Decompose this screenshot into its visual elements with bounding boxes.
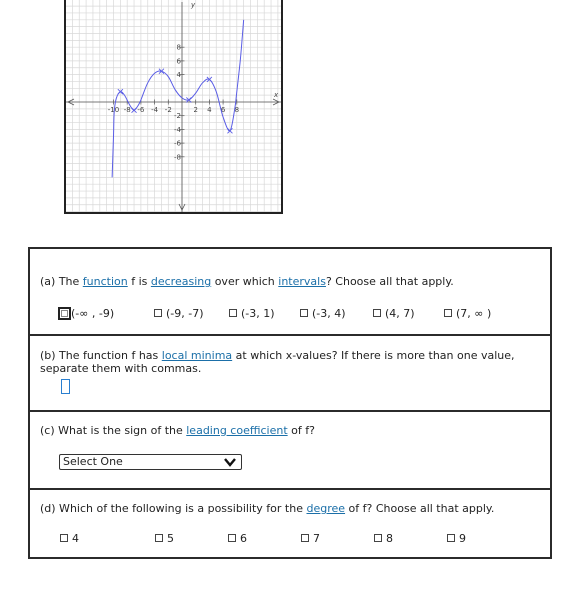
y-tick-label: -4 xyxy=(174,125,181,134)
x-tick-label: 2 xyxy=(193,106,198,114)
checkbox[interactable] xyxy=(154,309,162,317)
option-label: (4, 7) xyxy=(385,307,415,320)
checkbox[interactable] xyxy=(373,309,381,317)
option-label: 8 xyxy=(386,532,393,545)
option-d-5[interactable] xyxy=(374,532,393,545)
checkbox[interactable] xyxy=(229,309,237,317)
y-axis-label: y xyxy=(191,1,196,9)
option-label: 9 xyxy=(459,532,466,545)
checkbox[interactable] xyxy=(374,534,382,542)
y-tick-label: 4 xyxy=(176,71,181,80)
part-a-section xyxy=(30,249,550,324)
option-label: (-3, 4) xyxy=(312,307,346,320)
option-label: 6 xyxy=(240,532,247,545)
y-tick-label: -6 xyxy=(174,139,181,148)
part-b-question xyxy=(40,349,530,375)
x-axis-label: x xyxy=(274,91,279,99)
sign-select-value: Select One xyxy=(63,455,123,468)
checkbox[interactable] xyxy=(60,534,68,542)
sign-select[interactable] xyxy=(59,454,242,470)
part-c-section xyxy=(30,410,550,488)
y-tick-label: 6 xyxy=(176,57,181,66)
function-graph xyxy=(64,0,283,214)
part-d-section xyxy=(30,488,550,559)
checkbox[interactable] xyxy=(228,534,236,542)
option-label: 5 xyxy=(167,532,174,545)
option-d-4[interactable] xyxy=(301,532,320,545)
option-d-3[interactable] xyxy=(228,532,247,545)
local-minima-input[interactable] xyxy=(61,379,70,394)
chevron-down-icon xyxy=(223,456,237,468)
x-tick-label: -2 xyxy=(164,106,172,114)
part-c-suffix: of f? xyxy=(287,424,315,437)
y-tick-label: 8 xyxy=(176,43,181,52)
part-c-prefix: (c) What is the sign of the xyxy=(40,424,187,437)
option-label: (-∞ , -9) xyxy=(71,307,115,320)
option-a-2[interactable] xyxy=(154,307,204,320)
x-tick-label: 4 xyxy=(207,106,212,114)
part-d-suffix: of f? Choose all that apply. xyxy=(345,502,495,515)
option-a-1[interactable] xyxy=(58,307,114,321)
intervals-link[interactable]: intervals xyxy=(278,275,326,288)
x-tick-label: -10 xyxy=(107,106,120,114)
degree-link[interactable]: degree xyxy=(306,502,346,515)
part-d-prefix: (d) Which of the following is a possibility for the xyxy=(40,502,307,515)
part-b-section xyxy=(30,334,550,410)
checkbox[interactable] xyxy=(58,307,71,320)
checkbox[interactable] xyxy=(444,309,452,317)
part-c-question xyxy=(40,424,530,437)
local-minima-link[interactable]: local minima xyxy=(161,349,233,362)
part-b-prefix: (b) The function f has xyxy=(40,349,162,362)
option-label: (-9, -7) xyxy=(166,307,204,320)
graph-grid xyxy=(64,0,283,214)
x-tick-label: 6 xyxy=(220,106,226,114)
option-label: (7, ∞ ) xyxy=(456,307,492,320)
option-a-6[interactable] xyxy=(444,307,491,320)
part-d-question xyxy=(40,502,530,515)
option-a-3[interactable] xyxy=(229,307,275,320)
function-link[interactable]: function xyxy=(82,275,128,288)
option-a-5[interactable] xyxy=(373,307,415,320)
leading-coefficient-link[interactable]: leading coefficient xyxy=(186,424,288,437)
option-label: (-3, 1) xyxy=(241,307,275,320)
part-a-prefix: (a) The xyxy=(40,275,83,288)
checkbox[interactable] xyxy=(301,534,309,542)
checkbox[interactable] xyxy=(155,534,163,542)
option-d-1[interactable] xyxy=(60,532,79,545)
part-a-mid1: f is xyxy=(127,275,151,288)
x-tick-label: 8 xyxy=(234,106,240,114)
x-tick-label: -4 xyxy=(151,106,159,114)
option-d-2[interactable] xyxy=(155,532,174,545)
option-label: 7 xyxy=(313,532,320,545)
part-a-question xyxy=(40,275,530,288)
option-label: 4 xyxy=(72,532,79,545)
option-d-6[interactable] xyxy=(447,532,466,545)
option-a-4[interactable] xyxy=(300,307,346,320)
checkbox[interactable] xyxy=(447,534,455,542)
graph-frame xyxy=(65,0,282,213)
part-a-suffix: ? Choose all that apply. xyxy=(325,275,454,288)
graph-canvas xyxy=(64,0,283,214)
question-panel xyxy=(28,247,552,559)
part-b-suffix: at which x-values? If there is more than one value, separate them with commas. xyxy=(40,349,515,375)
y-tick-label: -8 xyxy=(174,153,181,162)
part-a-mid2: over which xyxy=(211,275,279,288)
decreasing-link[interactable]: decreasing xyxy=(150,275,212,288)
x-tick-label: -6 xyxy=(137,106,145,114)
checkbox[interactable] xyxy=(300,309,308,317)
x-tick-label: -8 xyxy=(123,106,131,114)
y-tick-label: -2 xyxy=(174,112,181,121)
